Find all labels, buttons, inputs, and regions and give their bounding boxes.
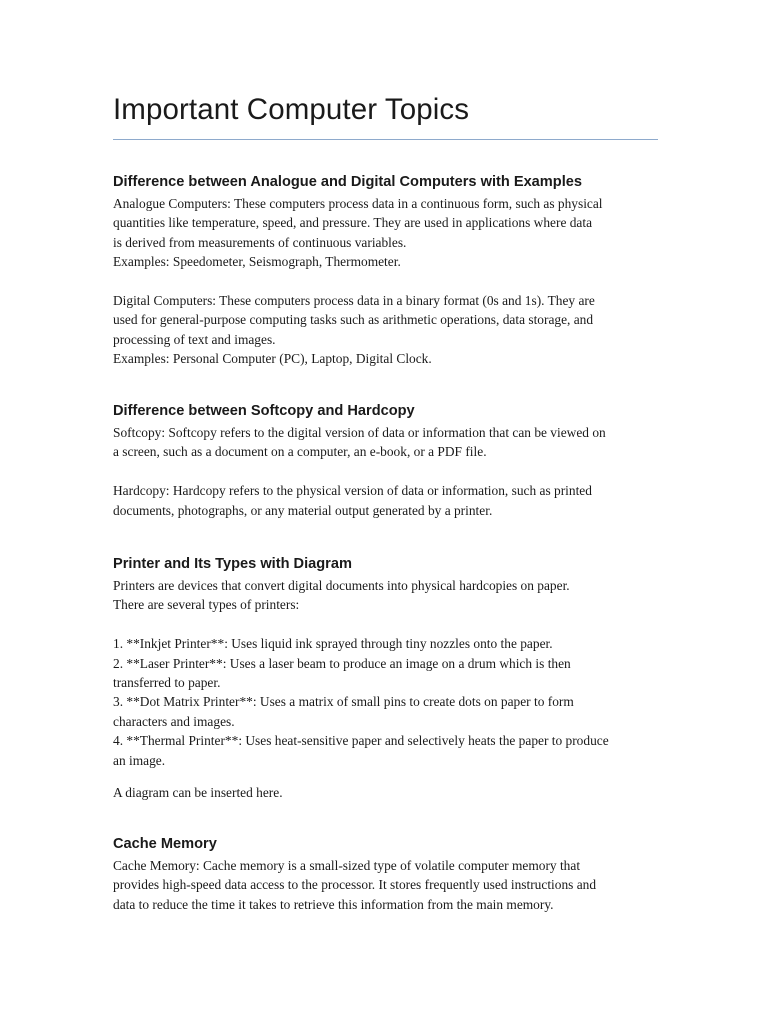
section-heading: Printer and Its Types with Diagram: [113, 556, 352, 572]
cache-paragraph: [113, 856, 658, 914]
section-softcopy-hardcopy: [113, 401, 658, 520]
list-item: 2. **Laser Printer**: Uses a laser beam to produce an image on a drum which is then: [113, 655, 571, 671]
text-line: Examples: Personal Computer (PC), Laptop, Digital Clock.: [113, 351, 432, 367]
section-heading: Difference between Softcopy and Hardcopy: [113, 403, 415, 419]
section-cache-memory: [113, 834, 658, 914]
title-underline: [113, 139, 658, 140]
text-line: processing of text and images.: [113, 331, 276, 347]
text-line: quantities like temperature, speed, and pressure. They are used in applications where data: [113, 215, 593, 231]
digital-paragraph: [113, 291, 658, 369]
list-item: an image.: [113, 752, 166, 768]
list-item: 3. **Dot Matrix Printer**: Uses a matrix of small pins to create dots on paper to form: [113, 694, 574, 710]
list-item: 1. **Inkjet Printer**: Uses liquid ink sprayed through tiny nozzles onto the paper.: [113, 636, 553, 652]
text-line: a screen, such as a document on a computer, an e-book, or a PDF file.: [113, 444, 487, 460]
text-line: Hardcopy: Hardcopy refers to the physical version of data or information, such as printed: [113, 483, 592, 499]
hardcopy-paragraph: [113, 481, 658, 520]
text-line: is derived from measurements of continuous variables.: [113, 234, 407, 250]
section-heading: Cache Memory: [113, 836, 217, 852]
text-line: Printers are devices that convert digital documents into physical hardcopies on paper.: [113, 578, 570, 593]
paragraph-gap: [113, 615, 658, 634]
text-line: used for general-purpose computing tasks such as arithmetic operations, data storage, and: [113, 312, 594, 328]
text-line: Softcopy: Softcopy refers to the digital version of data or information that can be viewed on: [113, 425, 606, 440]
text-line: Cache Memory: Cache memory is a small-sized type of volatile computer memory that: [113, 858, 581, 873]
softcopy-paragraph: [113, 423, 658, 462]
text-line: data to reduce the time it takes to retrieve this information from the main memory.: [113, 896, 554, 912]
analogue-paragraph: [113, 194, 658, 272]
section-heading: Difference between Analogue and Digital Computers with Examples: [113, 174, 582, 190]
text-line: A diagram can be inserted here.: [113, 785, 283, 801]
document-title: Important Computer Topics: [113, 93, 470, 126]
printer-types-list: [113, 634, 658, 770]
list-item: characters and images.: [113, 713, 235, 729]
paragraph-gap: [113, 272, 658, 291]
text-line: Examples: Speedometer, Seismograph, Thermometer.: [113, 254, 401, 270]
text-line: provides high-speed data access to the processor. It stores frequently used instructions and: [113, 877, 597, 893]
text-line: There are several types of printers:: [113, 597, 300, 613]
text-line: Digital Computers: These computers process data in a binary format (0s and 1s). They are: [113, 293, 595, 309]
text-line: documents, photographs, or any material output generated by a printer.: [113, 502, 493, 518]
text-line: Analogue Computers: These computers process data in a continuous form, such as physical: [113, 196, 603, 211]
list-item: 4. **Thermal Printer**: Uses heat-sensitive paper and selectively heats the paper to produce: [113, 733, 609, 749]
list-item: transferred to paper.: [113, 675, 221, 691]
section-analogue-digital: [113, 172, 658, 369]
paragraph-gap: [113, 462, 658, 481]
section-printers: [113, 554, 658, 802]
diagram-note: [113, 783, 658, 802]
printers-intro: [113, 576, 658, 615]
